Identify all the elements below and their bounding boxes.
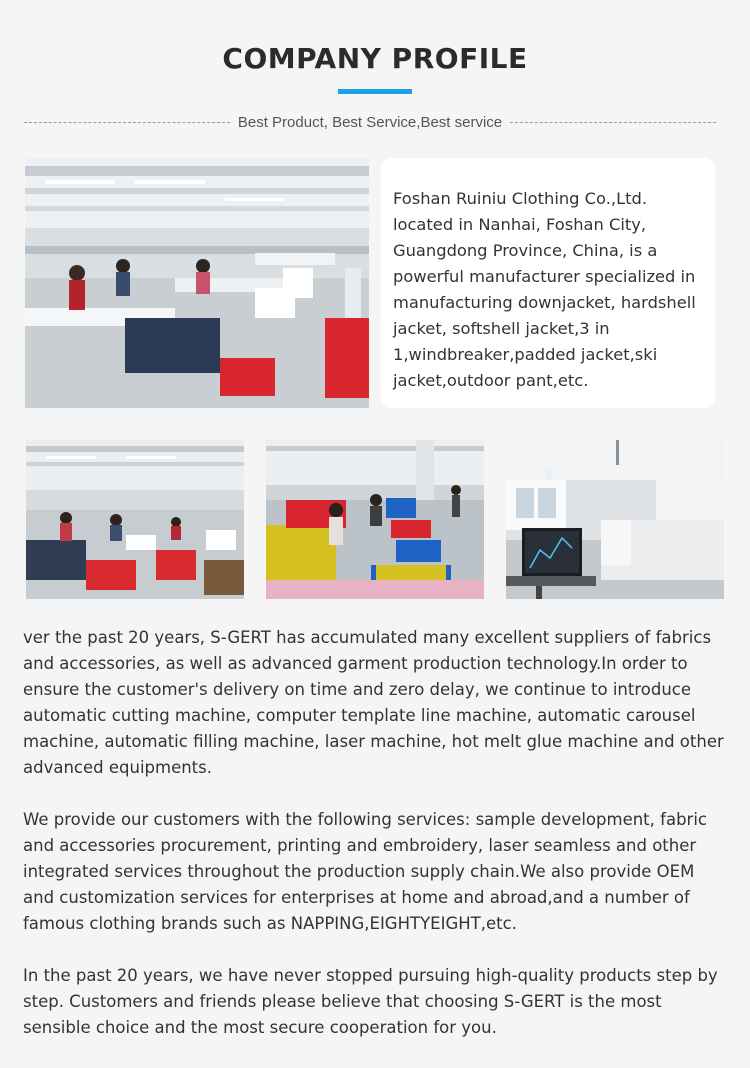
title-underline	[338, 89, 412, 94]
cutting-machine-photo	[506, 440, 724, 599]
page-title: COMPANY PROFILE	[222, 42, 528, 75]
paragraph-services: We provide our customers with the following services: sample development, fabric and accessories procurement, printing and embroidery, laser seamless and other integrated services throughout the production supply chain.We also provide OEM and customization services for enterprises at home and abroad,and a number of famous clothing brands such as NAPPING,EIGHTYEIGHT,etc.	[23, 810, 707, 933]
sewing-line-photo	[26, 440, 244, 599]
paragraph-closing: In the past 20 years, we have never stopped pursuing high-quality products step by step. Customers and friends please believe that choosing S-GERT is the most sensible choice and the most secure cooperation for you.	[23, 966, 718, 1037]
factory-floor-photo	[25, 158, 369, 408]
divider-dash-left	[24, 122, 230, 123]
intro-text: Foshan Ruiniu Clothing Co.,Ltd. located in Nanhai, Foshan City, Guangdong Province, China, is a powerful manufacturer specialized in manufacturing downjacket, hardshell jacket, softshell jacket,3 in 1,windbreaker,padded jacket,ski jacket,outdoor pant,etc.	[393, 189, 696, 390]
fabric-sorting-photo	[266, 440, 484, 599]
subtitle-text: Best Product, Best Service,Best service	[237, 113, 503, 131]
intro-card	[381, 158, 715, 408]
divider-dash-right	[510, 122, 716, 123]
subtitle-divider	[24, 111, 716, 133]
paragraph-suppliers: ver the past 20 years, S-GERT has accumulated many excellent suppliers of fabrics and accessories, as well as advanced garment production technology.In order to ensure the customer's delivery on time and zero delay, we continue to introduce automatic cutting machine, computer template line machine, automatic carousel machine, automatic filling machine, laser machine, hot melt glue machine and other advanced equipments.	[23, 628, 724, 777]
